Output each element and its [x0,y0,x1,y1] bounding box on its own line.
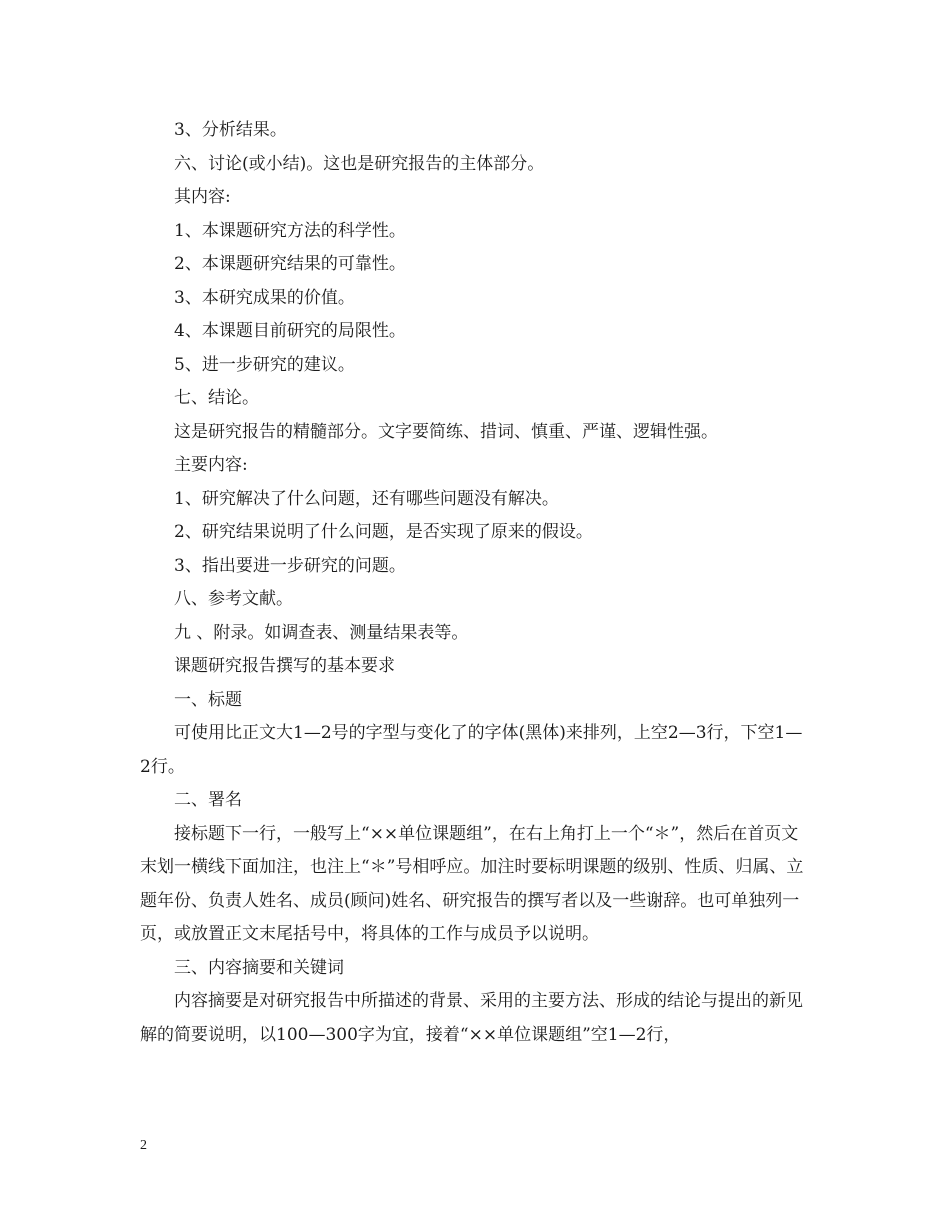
paragraph: 八、参考文献。 [174,589,293,609]
paragraph: 内容摘要是对研究报告中所描述的背景、采用的主要方法、形成的结论与提出的新见解的简要说明，以100—300字为宜，接着“××单位课题组”空1—2行， [140,991,803,1045]
page-number: 2 [140,1138,147,1153]
paragraph: 接标题下一行，一般写上“××单位课题组”，在右上角打上一个“＊”，然后在首页文末划一横线下面加注，也注上“＊”号相呼应。加注时要标明课题的级别、性质、归属、立题年份、负责人姓名、成员(顾问)姓名、研究报告的撰写者以及一些谢辞。也可单独列一页，或放置正文末尾括号中，将具体的工作与成员予以说明。 [140,823,804,944]
paragraph: 三、内容摘要和关键词 [174,957,344,978]
paragraph: 1、本课题研究方法的科学性。 [174,220,406,241]
paragraph: 九 、附录。如调查表、测量结果表等。 [174,622,469,643]
paragraph: 这是研究报告的精髓部分。文字要简练、措词、慎重、严谨、逻辑性强。 [174,421,718,442]
paragraph: 一、标题 [174,689,242,710]
paragraph: 3、分析结果。 [174,120,287,140]
section-heading: 课题研究报告撰写的基本要求 [174,656,395,676]
paragraph: 六、讨论(或小结)。这也是研究报告的主体部分。 [174,153,545,174]
paragraph: 七、结论。 [174,388,259,408]
paragraph: 二、署名 [174,790,242,810]
paragraph: 2、研究结果说明了什么问题，是否实现了原来的假设。 [174,522,593,542]
paragraph: 2、本课题研究结果的可靠性。 [174,254,406,274]
paragraph: 4、本课题目前研究的局限性。 [174,321,406,341]
document-body [140,114,812,1052]
paragraph: 主要内容: [174,455,248,475]
paragraph: 其内容: [174,187,231,207]
paragraph: 3、指出要进一步研究的问题。 [174,555,406,576]
paragraph: 1、研究解决了什么问题，还有哪些问题没有解决。 [174,488,559,509]
paragraph: 5、进一步研究的建议。 [174,354,355,375]
paragraph: 3、本研究成果的价值。 [174,287,355,308]
paragraph: 可使用比正文大1—2号的字型与变化了的字体(黑体)来排列，上空2—3行，下空1—2行。 [140,723,803,777]
